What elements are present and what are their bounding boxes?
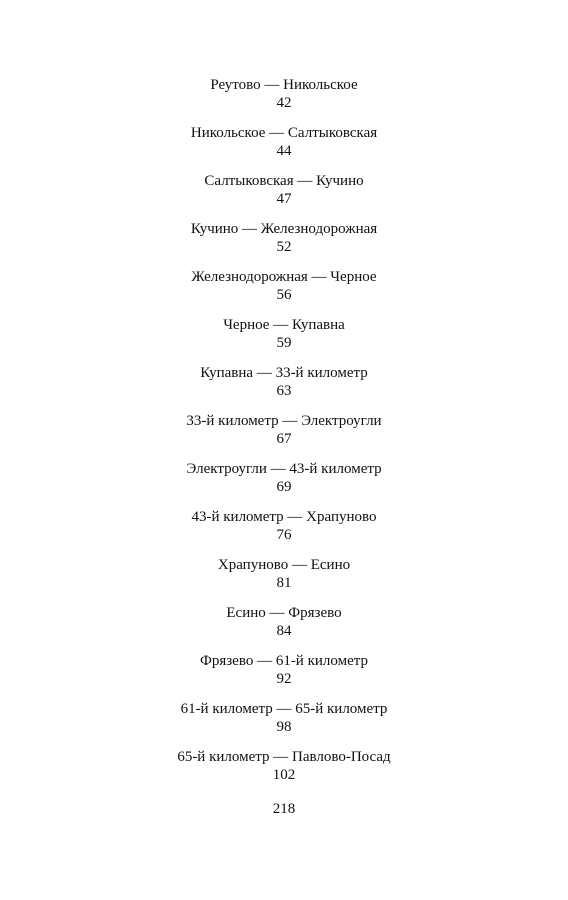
toc-entry-title: 33-й километр — Электроугли: [186, 413, 382, 429]
toc-entry-page: 92: [276, 671, 292, 687]
toc-entry: [0, 124, 568, 172]
toc-entry-title: Электроугли — 43-й километр: [186, 461, 382, 477]
toc-entry-page: 69: [276, 479, 292, 495]
toc-entry: [0, 508, 568, 556]
toc-entry-title: Храпуново — Есино: [217, 557, 351, 573]
toc-entry-page: 67: [276, 431, 292, 447]
toc-entry: [0, 652, 568, 700]
table-of-contents: [0, 76, 568, 796]
toc-entry-title: 43-й километр — Храпуново: [191, 509, 377, 525]
toc-entry-page: 44: [276, 143, 292, 159]
toc-entry-title: Кучино — Железнодорожная: [190, 221, 378, 237]
toc-entry: [0, 268, 568, 316]
toc-entry: [0, 556, 568, 604]
toc-entry: [0, 748, 568, 796]
toc-entry-title: Купавна — 33-й километр: [200, 365, 368, 381]
toc-entry: [0, 364, 568, 412]
toc-entry: [0, 76, 568, 124]
toc-entry-page: 63: [276, 383, 292, 399]
toc-entry-page: 81: [276, 575, 292, 591]
toc-entry-title: Никольское — Салтыковская: [190, 125, 378, 141]
toc-entry: [0, 316, 568, 364]
toc-entry-page: 42: [276, 95, 292, 111]
toc-entry-page: 84: [276, 623, 292, 639]
toc-entry: [0, 700, 568, 748]
toc-entry-page: 102: [272, 767, 296, 783]
toc-entry-title: Реутово — Никольское: [210, 77, 358, 93]
toc-entry-title: 65-й километр — Павлово-Посад: [177, 749, 391, 765]
toc-entry: [0, 220, 568, 268]
toc-entry-title: 61-й километр — 65-й километр: [180, 701, 388, 717]
toc-entry-page: 52: [276, 239, 292, 255]
toc-entry-title: Железнодорожная — Черное: [191, 269, 377, 285]
toc-entry-title: Есино — Фрязево: [226, 605, 342, 621]
toc-entry: [0, 172, 568, 220]
toc-entry: [0, 460, 568, 508]
toc-entry-page: 76: [276, 527, 292, 543]
toc-entry: [0, 412, 568, 460]
toc-entry-title: Черное — Купавна: [223, 317, 345, 333]
toc-entry-page: 56: [276, 287, 292, 303]
toc-entry-page: 47: [276, 191, 292, 207]
toc-entry-title: Салтыковская — Кучино: [204, 173, 364, 189]
toc-entry-page: 59: [276, 335, 292, 351]
toc-entry-title: Фрязево — 61-й километр: [200, 653, 368, 669]
page-number: 218: [272, 801, 296, 817]
toc-entry-page: 98: [276, 719, 292, 735]
toc-entry: [0, 604, 568, 652]
